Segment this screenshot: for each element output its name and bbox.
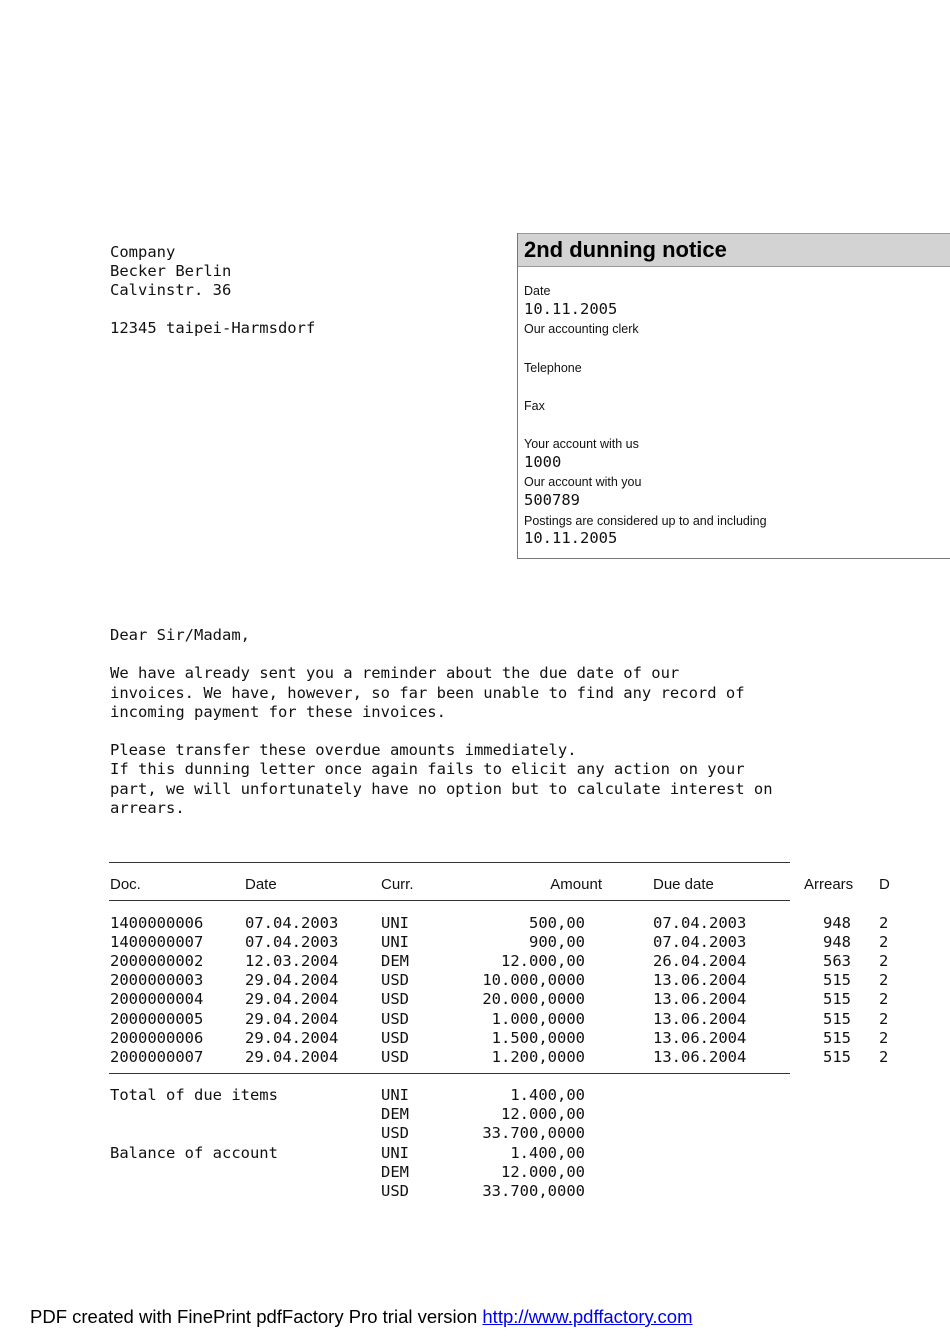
- cell-amount: 1.000,0000: [491, 1009, 585, 1028]
- footer-link[interactable]: http://www.pdffactory.com: [482, 1306, 693, 1327]
- cell-doc: 2000000007: [110, 1047, 204, 1066]
- cell-curr: USD: [381, 1009, 409, 1028]
- header-date: Date: [245, 876, 277, 893]
- balance_items-currency: UNI: [381, 1144, 409, 1162]
- cell-doc: 2000000006: [110, 1028, 204, 1047]
- date-value: 10.11.2005: [524, 300, 618, 318]
- cell-due-date: 13.06.2004: [653, 1009, 747, 1028]
- total-due-label: Total of due items: [110, 1086, 278, 1104]
- cell-d: 2: [879, 971, 889, 990]
- cell-d: 2: [879, 952, 889, 971]
- cell-date: 29.04.2004: [245, 1009, 339, 1028]
- address-line: [110, 300, 315, 319]
- balance_items-currency: DEM: [381, 1163, 409, 1182]
- letter-line: part, we will unfortunately have no option but to calculate interest on: [110, 779, 773, 798]
- header-curr: Curr.: [381, 876, 414, 893]
- table-header-rule: [109, 900, 790, 901]
- clerk-label: Our accounting clerk: [524, 322, 639, 336]
- cell-due-date: 13.06.2004: [653, 990, 747, 1009]
- table-bottom-rule: [109, 1073, 790, 1074]
- cell-doc: 1400000007: [110, 933, 204, 952]
- letter-line: incoming payment for these invoices.: [110, 702, 446, 721]
- letter-line: [110, 645, 773, 664]
- cell-date: 29.04.2004: [245, 1047, 339, 1066]
- letter-body: [110, 626, 773, 818]
- cell-d: 2: [879, 1028, 889, 1047]
- cell-due-date: 13.06.2004: [653, 1047, 747, 1066]
- recipient-address: [110, 243, 315, 338]
- cell-curr: UNI: [381, 933, 409, 952]
- telephone-label: Telephone: [524, 361, 582, 375]
- letter-line: Please transfer these overdue amounts immediately.: [110, 741, 577, 760]
- cell-d: 2: [879, 1009, 889, 1028]
- cell-arrears: 515: [823, 1009, 851, 1028]
- header-amount: Amount: [550, 876, 602, 893]
- cell-d: 2: [879, 990, 889, 1009]
- cell-curr: DEM: [381, 952, 409, 971]
- cell-amount: 10.000,0000: [482, 971, 585, 990]
- cell-due-date: 26.04.2004: [653, 952, 747, 971]
- cell-due-date: 07.04.2003: [653, 933, 747, 952]
- address-line: 12345 taipei-Harmsdorf: [110, 319, 316, 337]
- your-account-label: Your account with us: [524, 437, 639, 451]
- footer-text: PDF created with FinePrint pdfFactory Pro trial version: [30, 1306, 483, 1327]
- header-arrears: Arrears: [804, 876, 854, 893]
- cell-arrears: 948: [823, 914, 851, 932]
- letter-line: Dear Sir/Madam,: [110, 626, 250, 644]
- balance_items-amount: 12.000,00: [501, 1163, 585, 1182]
- cell-arrears: 515: [823, 971, 851, 990]
- letter-line: If this dunning letter once again fails to elicit any action on your: [110, 760, 745, 779]
- balance-label: Balance of account: [110, 1144, 278, 1162]
- balance_items-amount: 1.400,00: [510, 1144, 585, 1162]
- cell-curr: USD: [381, 971, 409, 990]
- cell-curr: USD: [381, 1028, 409, 1047]
- cell-amount: 500,00: [529, 914, 585, 932]
- header-d: D: [879, 876, 890, 893]
- cell-arrears: 515: [823, 1028, 851, 1047]
- postings-label: Postings are considered up to and including: [524, 514, 767, 528]
- cell-arrears: 563: [823, 952, 851, 971]
- cell-arrears: 515: [823, 990, 851, 1009]
- cell-d: 2: [879, 933, 889, 952]
- letter-line: arrears.: [110, 798, 185, 817]
- balance_items-currency: USD: [381, 1182, 409, 1201]
- info-box-header: [518, 233, 950, 267]
- cell-due-date: 07.04.2003: [653, 914, 747, 932]
- cell-date: 07.04.2003: [245, 914, 339, 932]
- notice-title: 2nd dunning notice: [524, 237, 727, 262]
- cell-curr: USD: [381, 990, 409, 1009]
- letter-line: invoices. We have, however, so far been unable to find any record of: [110, 683, 745, 702]
- address-line: Becker Berlin: [110, 262, 232, 280]
- dunning-info-box: [517, 233, 950, 559]
- pdf-footer: [30, 1306, 693, 1328]
- cell-arrears: 948: [823, 933, 851, 952]
- cell-date: 29.04.2004: [245, 971, 339, 990]
- cell-d: 2: [879, 1047, 889, 1066]
- cell-doc: 1400000006: [110, 914, 204, 932]
- cell-amount: 1.200,0000: [491, 1047, 585, 1066]
- due_items-currency: DEM: [381, 1105, 409, 1124]
- cell-doc: 2000000004: [110, 990, 204, 1009]
- date-label: Date: [524, 284, 551, 298]
- address-line: Calvinstr. 36: [110, 281, 232, 299]
- due_items-amount: 33.700,0000: [482, 1124, 585, 1143]
- letter-line: We have already sent you a reminder about the due date of our: [110, 664, 680, 683]
- header-doc: Doc.: [110, 876, 141, 893]
- our-account-label: Our account with you: [524, 475, 642, 489]
- our-account-value: 500789: [524, 491, 580, 509]
- address-line: Company: [110, 243, 176, 261]
- cell-curr: UNI: [381, 914, 409, 932]
- header-due-date: Due date: [653, 876, 714, 893]
- due_items-currency: UNI: [381, 1086, 409, 1104]
- letter-line: [110, 722, 773, 741]
- due_items-amount: 1.400,00: [510, 1086, 585, 1104]
- cell-doc: 2000000003: [110, 971, 204, 990]
- cell-amount: 12.000,00: [501, 952, 585, 971]
- cell-due-date: 13.06.2004: [653, 971, 747, 990]
- cell-doc: 2000000002: [110, 952, 204, 971]
- balance_items-amount: 33.700,0000: [482, 1182, 585, 1201]
- table-top-rule: [109, 862, 790, 863]
- your-account-value: 1000: [524, 453, 562, 471]
- cell-date: 29.04.2004: [245, 1028, 339, 1047]
- cell-date: 12.03.2004: [245, 952, 339, 971]
- fax-label: Fax: [524, 399, 545, 413]
- cell-date: 29.04.2004: [245, 990, 339, 1009]
- cell-due-date: 13.06.2004: [653, 1028, 747, 1047]
- due_items-amount: 12.000,00: [501, 1105, 585, 1124]
- cell-amount: 20.000,0000: [482, 990, 585, 1009]
- due_items-currency: USD: [381, 1124, 409, 1143]
- cell-doc: 2000000005: [110, 1009, 204, 1028]
- cell-amount: 900,00: [529, 933, 585, 952]
- postings-value: 10.11.2005: [524, 529, 618, 547]
- cell-curr: USD: [381, 1047, 409, 1066]
- cell-arrears: 515: [823, 1047, 851, 1066]
- cell-d: 2: [879, 914, 889, 932]
- cell-date: 07.04.2003: [245, 933, 339, 952]
- cell-amount: 1.500,0000: [491, 1028, 585, 1047]
